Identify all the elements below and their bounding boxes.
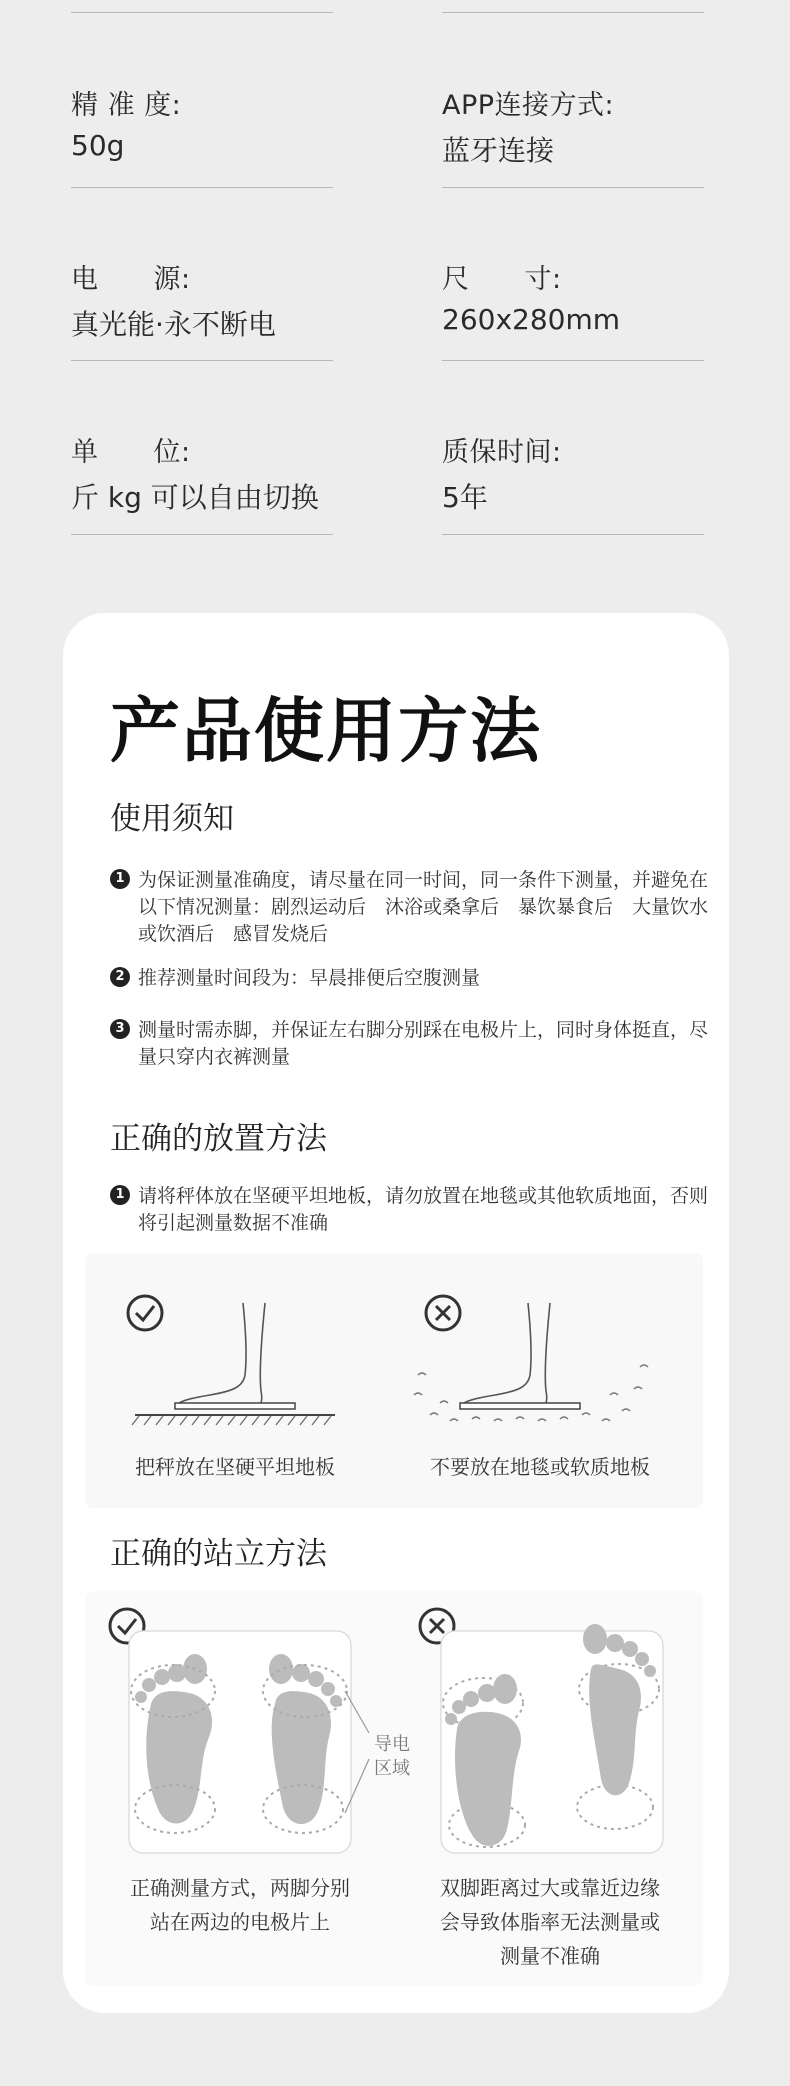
spec-label: 精 准 度: [71, 90, 182, 121]
placement-item [110, 1183, 710, 1237]
spec-connection [442, 83, 704, 188]
usage-card [63, 613, 729, 2013]
spec-size [442, 257, 704, 361]
placement-wrong-caption: 不要放在地毯或软质地板 [430, 1455, 650, 1479]
spec-value: 5年 [442, 481, 488, 514]
notice-text: 为保证测量准确度，请尽量在同一时间，同一条件下测量，并避免在以下情况测量：剧烈运动后 沐浴或桑拿后 暴饮暴食后 大量饮水或饮酒后 感冒发烧后 [138, 869, 709, 945]
spec-value: 斤 kg 可以自由切换 [71, 481, 319, 514]
standing-heading: 正确的站立方法 [110, 1536, 327, 1572]
bullet-number-icon: 1 [110, 1185, 130, 1205]
scale-on-carpet-illustration [410, 1303, 660, 1433]
scale-on-hard-floor-illustration [115, 1303, 355, 1433]
spec-label: 质保时间: [442, 437, 562, 468]
caption-line: 双脚距离过大或靠近边缘 [440, 1876, 660, 1900]
spec-value: 真光能·永不断电 [71, 308, 276, 341]
page-title: 产品使用方法 [110, 690, 542, 772]
spec-label: APP连接方式: [442, 90, 615, 121]
notice-heading: 使用须知 [110, 801, 234, 837]
electrode-label-line: 区域 [374, 1758, 410, 1779]
spec-label: 单 位: [71, 437, 191, 468]
bullet-number-icon: 3 [110, 1019, 130, 1039]
placement-correct-caption: 把秤放在坚硬平坦地板 [135, 1455, 335, 1479]
spec-value: 260x280mm [442, 303, 621, 336]
notice-text: 推荐测量时间段为：早晨排便后空腹测量 [138, 967, 481, 989]
correct-feet-on-scale-illustration [123, 1629, 353, 1859]
divider [442, 12, 704, 13]
spec-value: 蓝牙连接 [442, 134, 555, 167]
placement-heading: 正确的放置方法 [110, 1121, 327, 1157]
placement-illustration [85, 1253, 703, 1508]
wrong-feet-on-scale-illustration [435, 1629, 665, 1859]
notice-text: 测量时需赤脚，并保证左右脚分别踩在电极片上，同时身体挺直，尽量只穿内衣裤测量 [138, 1019, 709, 1068]
bullet-number-icon: 1 [110, 869, 130, 889]
spec-label: 电 源: [71, 264, 191, 295]
caption-line: 站在两边的电极片上 [150, 1910, 330, 1934]
standing-wrong-caption [395, 1871, 705, 1973]
notice-item [110, 965, 710, 992]
spec-accuracy [71, 83, 333, 188]
caption-line: 会导致体脂率无法测量或 [440, 1910, 660, 1934]
notice-item [110, 1017, 710, 1071]
electrode-area-label [367, 1733, 417, 1781]
notice-item [110, 867, 710, 948]
divider [71, 12, 333, 13]
spec-warranty [442, 430, 704, 535]
caption-line: 正确测量方式，两脚分别 [130, 1876, 350, 1900]
electrode-label-line: 导电 [374, 1734, 410, 1755]
spec-unit [71, 430, 333, 535]
standing-correct-caption [85, 1871, 395, 1939]
standing-illustration [85, 1591, 703, 1986]
spec-power [71, 257, 333, 361]
caption-line: 测量不准确 [500, 1944, 600, 1968]
spec-value: 50g [71, 129, 125, 162]
spec-label: 尺 寸: [442, 264, 562, 295]
placement-text: 请将秤体放在坚硬平坦地板，请勿放置在地毯或其他软质地面，否则将引起测量数据不准确 [138, 1185, 709, 1234]
bullet-number-icon: 2 [110, 967, 130, 987]
